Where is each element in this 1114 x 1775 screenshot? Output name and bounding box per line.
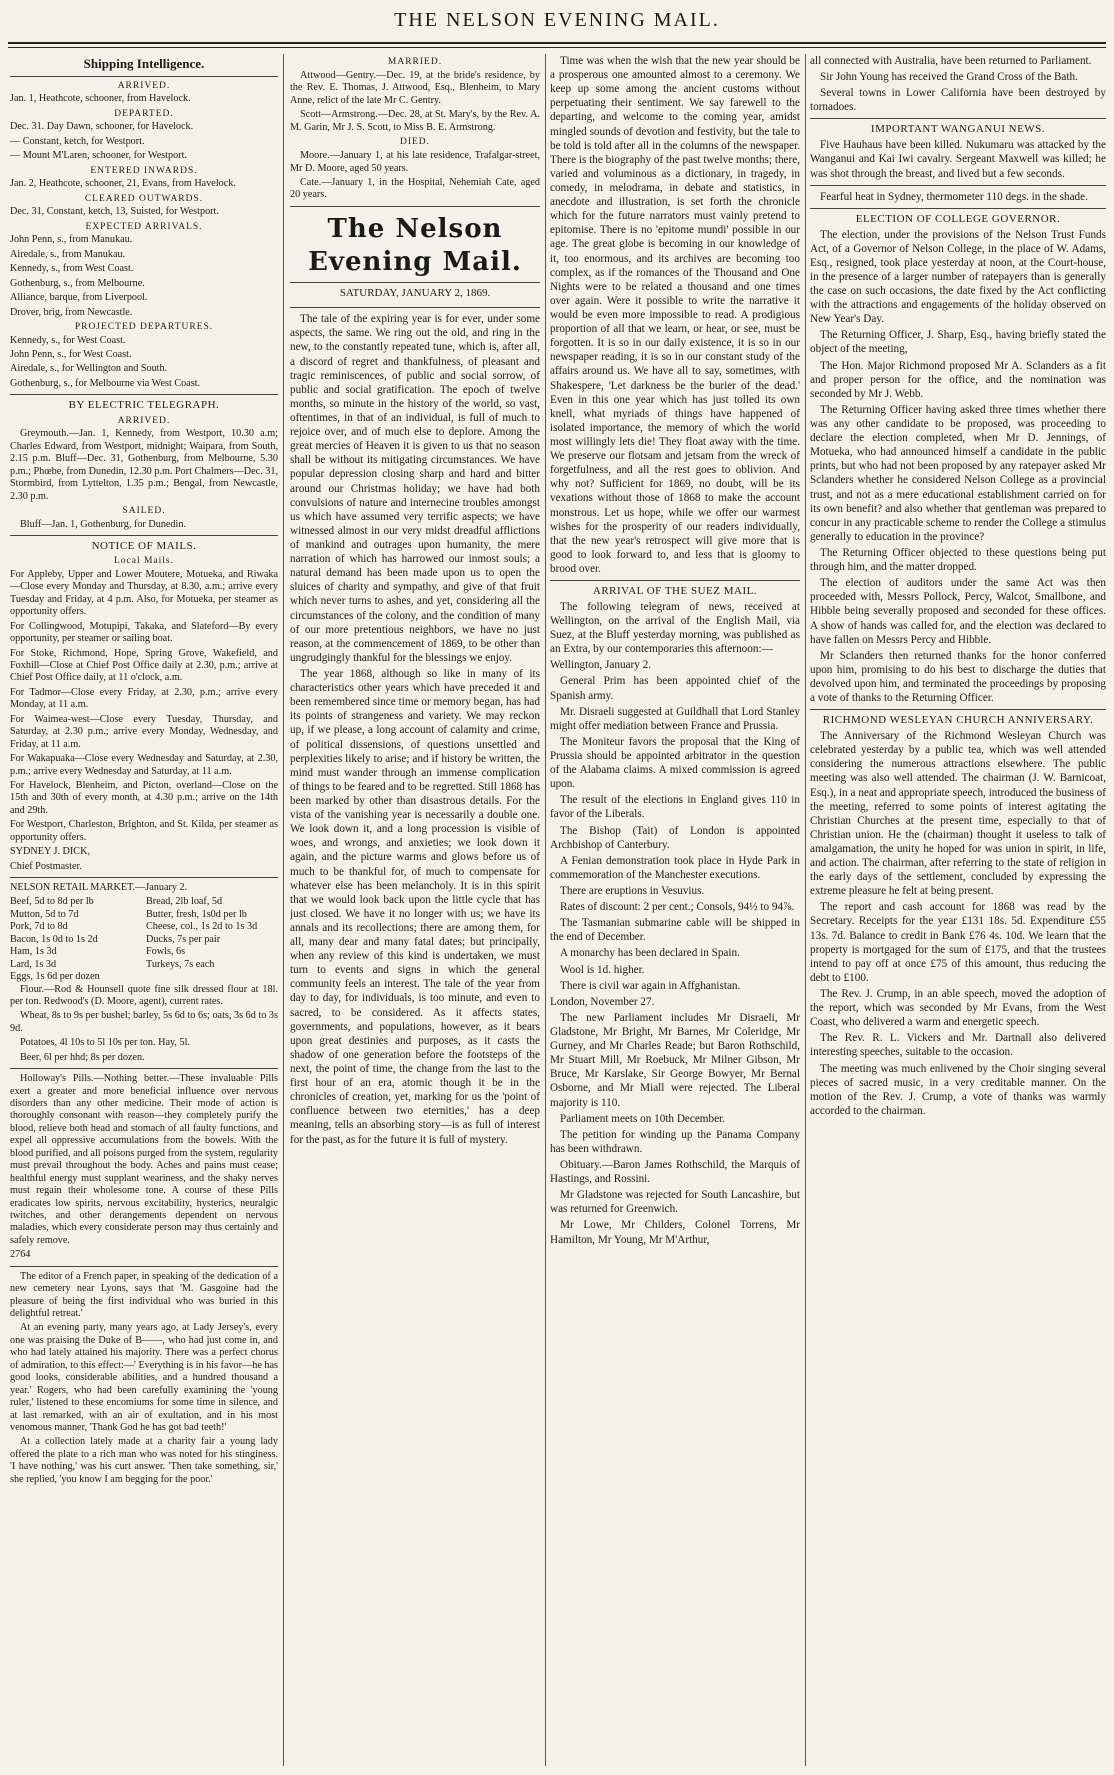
london-item: Parliament meets on 10th December. (560, 1112, 725, 1125)
mail-notice: For Tadmor—Close every Friday, at 2.30, p.m.; arrive every Monday, at 11 a.m. (10, 686, 278, 711)
shipping-heading: Shipping Intelligence. (83, 56, 205, 71)
london-item: Mr Gladstone was rejected for South Lancashire, but was returned for Greenwich. (550, 1189, 800, 1216)
wesleyan-paragraph: The Anniversary of the Richmond Wesleyan Church was celebrated yesterday by a public tea, which was well attended considering the numerous attractions elsewhere. The public meeting was also well attended. The chairman (J. W. Barnicoat, Esq.), in a neat and appropriate speech, introduced the business of the meeting, referred to some points of interest agitating the Christian Churches at the present time, especially to that of Christian union. He the (chairman) thought it useless to talk of amalgamation, the unity he hoped for was union in spirit, in life, and action. The chairman, after referring to the state of religion in the early days of the settlement, concluded by expressing the extreme pleasure he felt at being present. (810, 730, 1106, 898)
column-divider (545, 54, 546, 1766)
market-item: Ducks, 7s per pair (146, 933, 221, 945)
suez-intro: The following telegram of news, received at Wellington, on the arrival of the English Mail, via Suez, at the Bluff yesterday morning, was published as an Extra, by our contemporaries this afternoon:— (550, 600, 800, 656)
issue-dateline: SATURDAY, JANUARY 2, 1869. (339, 287, 491, 300)
college-paragraph: The election of auditors under the same Act was then proceeded with, Messrs Pollock, Percy, Walcot, Smallbone, and Hibble being severally proposed and seconded for these offices. A show of hands was called for, and the election was declared to have fallen on Messrs Percy and Hibble. (810, 577, 1106, 646)
masthead (0, 0, 1114, 44)
london-item: The new Parliament includes Mr Disraeli, Mr Gladstone, Mr Bright, Mr Barnes, Mr Coleridge, Mr Gurney, and Mr Charles Reade; but Baron Rothschild, Mr Stuart Mill, Mr Roebuck, Mr Milner Gibson, Mr Bruce, Mr Karslake, Sir George Bowyer, Mr Bernal Osborne, and Mr Miall were rejected. The Liberal majority is 110. (550, 1011, 800, 1109)
entered-entry: Jan. 2, Heathcote, schooner, 21, Evans, from Havelock. (10, 178, 236, 190)
divider (290, 282, 540, 283)
french-paragraph: The editor of a French paper, in speaking of the dedication of a new cemetery near Lyons, says that 'M. Gasgoine had the pleasure of being the first individual who was buried in this delightful retreat.' (10, 1270, 278, 1319)
market-item: Pork, 7d to 8d (10, 921, 68, 933)
expected-entry: Airedale, s., from Manukau. (10, 248, 126, 260)
mail-notice: For Westport, Charleston, Brighton, and St. Kilda, per steamer as opportunity offers. (10, 819, 278, 843)
charity-paragraph: At a collection lately made at a charity fair a young lady offered the plate to a rich man who was noted for his stinginess. 'I have nothing,' was his curt answer. 'Then take something, sir,' she replied, 'you know I am begging for the poor.' (10, 1436, 278, 1485)
suez-item: The Bishop (Tait) of London is appointed Archbishop of Canterbury. (550, 824, 800, 851)
expected-label: EXPECTED ARRIVALS. (85, 221, 203, 232)
projected-entry: John Penn, s., for West Coast. (10, 349, 132, 361)
divider (10, 877, 278, 878)
divider (810, 118, 1106, 119)
wesleyan-paragraph: The meeting was much enlivened by the Choir singing several pieces of sacred music, in a very creditable manner. On the motion of the Rev. J. Crump, a vote of thanks was warmly accorded to the chairman. (810, 1062, 1106, 1117)
masthead-rule (8, 42, 1106, 44)
market-item: Bread, 2lb loaf, 5d (146, 896, 223, 908)
tel-arrived-text: Greymouth.—Jan. 1, Kennedy, from Westport, 10.30 a.m; Charles Edward, from Westport, midnight; Waipara, from South, 2.15 p.m. Bluff—Dec. 31, Gothenburg, from Melbourne, 5.30 p.m.; Phœbe, from Dunedin, 12.30 p.m. Port Chalmers—Dec. 31, Stormbird, from Lyttelton, 1.35 p.m.; Bengal, from Newcastle, 2.30 p.m. (10, 428, 278, 502)
market-item: Mutton, 5d to 7d (10, 908, 79, 920)
departed-entry: — Constant, ketch, for Westport. (10, 135, 145, 147)
projected-label: PROJECTED DEPARTURES. (74, 322, 214, 332)
column-1 (10, 54, 278, 1766)
suez-item: The Moniteur favors the proposal that the King of Prussia should be appointed arbitrator in the question of the Alabama claims. A mixed commission is agreed upon. (550, 735, 800, 791)
holloway-advert: Holloway's Pills.—Nothing better.—These invaluable Pills exert a greater and more beneficial influence over nervous disorders than any other medicine. Their mode of action is thoroughly consonant with reason—they completely purify the blood, relieve both head and stomach of all faulty functions, and expel all oppressive accumulations from the bowels. With the blood purified, and all poisons purged from the system, regularity must prevail throughout the body. Aches and pains must cease; healthful energy must supplant weariness, and the shaky nerves must regain their wholesome tone. A course of these Pills eradicates low spirits, nervous excitability, hysterics, neuralgic twitches, and other derangements dependent on nervous maladies, which every considerate person may thus certainly and safely remove. (10, 1073, 278, 1246)
projected-entry: Airedale, s., for Wellington and South. (10, 363, 168, 375)
college-paragraph: The Returning Officer, J. Sharp, Esq., having briefly stated the object of the meeting, (810, 329, 1106, 356)
london-item: Mr Lowe, Mr Childers, Colonel Torrens, Mr Hamilton, Mr Young, Mr M'Arthur, (550, 1219, 800, 1246)
suez-item: Wool is 1d. higher. (560, 963, 645, 976)
cleared-entry: Dec. 31, Constant, ketch, 13, Suisted, for Westport. (10, 206, 219, 218)
news-item: Several towns in Lower California have been destroyed by tornadoes. (810, 87, 1106, 114)
mail-notice: For Waimea-west—Close every Tuesday, Thursday, and Saturday, at 2.30 p.m.; arrive every Monday, Wednesday, and Friday, at 11 a.m. (10, 713, 278, 750)
market-item: Lard, 1s 3d (10, 958, 57, 970)
expected-entry: Gothenburg, s., from Melbourne. (10, 277, 145, 289)
tel-sailed-label: SAILED. (122, 505, 166, 516)
wanganui-heading: IMPORTANT WANGANUI NEWS. (870, 123, 1046, 136)
postmaster-title: Chief Postmaster. (10, 860, 82, 872)
expected-entry: John Penn, s., from Manukau. (10, 234, 133, 246)
column-divider (283, 54, 284, 1766)
died-notice: Cate.—January 1, in the Hospital, Nehemiah Cate, aged 20 years. (290, 177, 540, 201)
mail-notice: For Stoke, Richmond, Hope, Spring Grove, Wakefield, and Foxhill—Close at Chief Post Office daily at 2.30, p.m.; arrive at Chief Post Office daily, at 11 o'clock, a.m. (10, 647, 278, 684)
college-paragraph: The election, under the provisions of the Nelson Trust Funds Act, of a Governor of Nelson College, in the place of W. Adams, Esq., resigned, took place yesterday at noon, at the Court-house, in the presence of a larger number of ratepayers than is generally the case on such occasions, the date fixed by the Act conflicting with the attractions and engagements of the holiday observed on New Year's Day. (810, 228, 1106, 326)
advert-number: 2764 (10, 1249, 31, 1261)
divider (810, 208, 1106, 209)
college-paragraph: The Returning Officer objected to these questions being put through him, and the matter dropped. (810, 547, 1106, 574)
married-notice: Attwood—Gentry.—Dec. 19, at the bride's residence, by the Rev. E. Thomas, J. Attwood, Esq., Blenheim, to Mary Anne, relict of the late Mr C. Gentry. (290, 69, 540, 106)
projected-entry: Kennedy, s., for West Coast. (10, 334, 126, 346)
college-paragraph: The Returning Officer having asked three times whether there was any other candidate to be proposed, was proceeding to declare the election completed, when Mr D. Jennings, of Motueka, who had announced himself a candidate in the public prints, but who had not been proposed by any ratepayer asked Mr Sclanders whether he considered Nelson College as a provincial trust, and not as a mere educational establishment carried on for its own benefit? and also whether that gentleman was prepared to concur in any practicable scheme to render the College a stimulus generally to education in the province? (810, 403, 1106, 543)
divider (10, 1068, 278, 1069)
departed-entry: Dec. 31. Day Dawn, schooner, for Havelock. (10, 121, 194, 133)
divider (10, 394, 278, 395)
market-left-column (10, 896, 142, 983)
mail-notice: For Wakapuaka—Close every Wednesday and Saturday, at 2.30, p.m.; arrive every Wednesday and Saturday, at 11 a.m. (10, 753, 278, 777)
column-3 (550, 54, 800, 1766)
divider (810, 185, 1106, 186)
newspaper-title: THE NELSON EVENING MAIL. (394, 9, 720, 31)
expected-entry: Kennedy, s., from West Coast. (10, 263, 134, 275)
expected-entry: Drover, brig, from Newcastle. (10, 306, 133, 318)
london-dateline: London, November 27. (550, 995, 655, 1008)
market-right-column (146, 896, 278, 983)
divider (810, 709, 1106, 710)
divider (10, 535, 278, 536)
suez-item: Rates of discount: 2 per cent.; Consols, 94½ to 94⅞. (560, 901, 795, 914)
wesleyan-paragraph: The Rev. J. Crump, in an able speech, moved the adoption of the report, which was seconded by Mr Evans, from the West Coast, who delivered a warm and energetic speech. (810, 988, 1106, 1029)
market-note: Wheat, 8s to 9s per bushel; barley, 5s 6d to 6s; oats, 3s 6d to 3s 9d. (10, 1010, 278, 1034)
suez-item: Mr. Disraeli suggested at Guildhall that Lord Stanley might offer mediation between France and Prussia. (550, 705, 800, 732)
divider (290, 206, 540, 207)
market-item: Beef, 5d to 8d per lb (10, 896, 94, 908)
suez-dateline: Wellington, January 2. (550, 659, 652, 672)
market-note: Potatoes, 4l 10s to 5l 10s per ton. Hay, 5l. (20, 1037, 190, 1049)
mails-subheading: Local Mails. (113, 556, 174, 567)
died-notice: Moore.—January 1, at his late residence, Trafalgar-street, Mr D. Moore, aged 50 years. (290, 150, 540, 174)
market-note: Beer, 6l per hhd; 8s per dozen. (20, 1051, 145, 1063)
market-heading: NELSON RETAIL MARKET.—January 2. (10, 882, 188, 893)
suez-item: The result of the elections in England gives 110 in favor of the Liberals. (550, 794, 800, 821)
divider (290, 307, 540, 308)
projected-entry: Gothenburg, s., for Melbourne via West Coast. (10, 377, 201, 389)
suez-item: There are eruptions in Vesuvius. (560, 884, 705, 897)
suez-item: There is civil war again in Affghanistan. (560, 979, 741, 992)
wesleyan-paragraph: The Rev. R. L. Vickers and Mr. Dartnall also delivered interesting speeches, suitable to the occasion. (810, 1032, 1106, 1059)
died-heading: DIED. (399, 137, 431, 148)
postmaster-signature: SYDNEY J. DICK, (10, 846, 90, 858)
college-paragraph: The Hon. Major Richmond proposed Mr A. Sclanders as a fit and proper person for the office, and the nomination was seconded by Mr J. Webb. (810, 359, 1106, 400)
suez-item: A monarchy has been declared in Spain. (560, 947, 740, 960)
market-item: Turkeys, 7s each (146, 958, 215, 970)
party-paragraph: At an evening party, many years ago, at Lady Jersey's, every one was praising the Duke of B——, who had just come in, and who had lately attained his majority. There was a perfect chorus of admiration, to this effect:—' Everything is in his favor—he has good looks, considerable abilities, and a hundred thousand a year.' Rogers, who had been carefully examining the 'young ruler,' listened to these encomiums for some time in silence, and at last remarked, with an air of exultation, and in his most venomous manner, 'Thank God he has got bad teeth!' (10, 1322, 278, 1433)
mail-notice: For Appleby, Upper and Lower Moutere, Motueka, and Riwaka—Close every Monday and Thursday, at 8.30, a.m.; arrive every Tuesday and Friday, at 4 p.m. Also, for Motueka, per steamer as opportunity offers. (10, 568, 278, 618)
wesleyan-paragraph: The report and cash account for 1868 was read by the Secretary. Receipts for the year £131 18s. 5d. Expenditure £55 13s. 7d. Balance to credit in Bank £76 4s. 10d. We learn that the property is mortgaged for the sum of £175, and that the trustees intend to pay off at once £75 of this amount, thus reducing the debt to £100. (810, 901, 1106, 984)
market-item: Bacon, 1s 0d to 1s 2d (10, 933, 98, 945)
column-4 (810, 54, 1106, 1766)
london-item: The petition for winding up the Panama Company has been withdrawn. (550, 1128, 800, 1155)
cleared-label: CLEARED OUTWARDS. (84, 193, 204, 204)
suez-item: A Fenian demonstration took place in Hyde Park in commemoration of the Manchester executions. (550, 854, 800, 881)
column-divider (805, 54, 806, 1766)
suez-item: General Prim has been appointed chief of the Spanish army. (550, 675, 800, 702)
london-item: Obituary.—Baron James Rothschild, the Marquis of Hastings, and Rossini. (550, 1158, 800, 1186)
market-item: Butter, fresh, 1s0d per lb (146, 908, 247, 920)
college-paragraph: Mr Sclanders then returned thanks for the honor conferred upon him, promising to do his best to discharge the duties that devolved upon him, and terminated the proceedings by proposing a vote of thanks to the Returning Officer. (810, 649, 1106, 705)
suez-item: The Tasmanian submarine cable will be shipped in the end of December. (550, 917, 800, 944)
masthead-rule-thin (8, 47, 1106, 48)
leader-paragraph: The year 1868, although so like in many of its characteristics other years which have preceded it and been remembered since time or memory began, has had its points of strangeness and variety. We may reckon up, if we please, a long account of calamity and crime, of political dissensions, of questions unsettled and perplexities likely to arise; and if history be written, the mind must wander through an immense complication of things to be feared and to be regretted. Still 1868 has been marked by other than disastrous details. For the vista of the vanishing year is necessarily a double one. We look down it, and a long procession is visible of woes, and wrongs, and anxieties; we look down it again, and the picture warms and glows before us of much to be thankful for, of much to compensate for whatever else has been melancholy. It is in this spirit that we would look back upon the little cycle that has just closed. We have it no longer with us; we have its annals and its recollections; there are among them, for all, many dear and many fatal dates; but principally, when any review of this kind is undertaken, we must turn to events and signs in which the general community feels an interest. The tale of the year from day to day, for individuals, is too minute, and even to sacred, to be considered. As it affects states, governments, and populations, however, as it bears upon great destinies and purposes, as it casts the shadow of one generation before the footsteps of the next, the point of time, the change from the last to the first hour of an era, atomic though it be in the chronicles of creation, yet, marking for us the 'point of confluence between two eternities,' has a deep meaning, tells an absorbing story—is as full of interest for the past, as for the future it is full of mystery. (290, 667, 540, 1146)
arrived-entry: Jan. 1, Heathcote, schooner, from Havelock. (10, 93, 191, 105)
divider (10, 1266, 278, 1267)
divider (10, 76, 278, 77)
departed-entry: — Mount M'Laren, schooner, for Westport. (10, 150, 187, 162)
market-item: Cheese, col., 1s 2d to 1s 3d (146, 921, 258, 933)
heat-text: Fearful heat in Sydney, thermometer 110 degs. in the shade. (820, 190, 1088, 203)
market-note: Flour.—Rod & Hounsell quote fine silk dressed flour at 18l. per ton. Redwood's (D. Moore, agent), current rates. (10, 983, 278, 1007)
news-item: all connected with Australia, have been returned to Parliament. (810, 55, 1092, 67)
suez-heading: ARRIVAL OF THE SUEZ MAIL. (592, 585, 758, 598)
entered-label: ENTERED INWARDS. (90, 165, 198, 176)
market-item: Eggs, 1s 6d per dozen (10, 971, 100, 983)
married-notice: Scott—Armstrong.—Dec. 28, at St. Mary's, by the Rev. A. M. Garin, Mr J. S. Scott, to Miss B. E. Armstrong. (290, 109, 540, 133)
market-item: Fowls, 6s (146, 946, 186, 958)
mail-notice: For Collingwood, Motupipi, Takaka, and Slateford—By every opportunity, per steamer or sailing boat. (10, 620, 278, 645)
wesleyan-heading: RICHMOND WESLEYAN CHURCH ANNIVERSARY. (822, 714, 1094, 727)
divider (550, 580, 800, 581)
leader-continued: Time was when the wish that the new year should be a prosperous one amounted almost to a ceremony. We keep up some among the ancient customs without perpetuating their sentiment. We say farewell to the departing, and welcome to the coming year, amidst mingled sounds of devotion and festivity, but the tale to be told is told after all in the columns of the newspaper. There is the biography of the past twelve months; there, varied and voluminous as a dictionary, in tragedy, in comedy, in melodrama, in debate and statistics, in anecdote and illustration, is set forth the chronicle which for the future narrators must vainly pretend to epitomise. There is no 'epitome mundi' possible in our age. The great globe is becoming in our knowledge of it, too enormous, and its archives are becoming too complex, as if the romances of the Thousand and One Nights were to be related a thousand and one times over again. Were it possible to write the narrative it would be even more impossible to read. A prodigious proportion of all that we learn, or hear, or see, must be forgotten. It is so in our daily existence, it is so in our newspaper reading, it is so in our constant study of the affairs around us. We have all to say, sometimes, with Shakespere, 'Let darkness be the burier of the dead.' Even in this one year which has just tolled its own knell, what myriads of things have happened of isolated importance, the memory of which the world most willingly lets die! They float away with the time. We preserve our flotsam and jetsam from the wreck of forgetfulness, and all the rest goes to oblivion. And why not? Sufficient for 1869, no doubt, will be its vexations without those of 1868 to make the account monstrous. Let us hope, while we offer our warmest wishes for the prosperity of our readers individually, that the new year's retrospect will give more that is good to look forward to, and less that is gloomy to brood over. (550, 55, 800, 575)
tel-arrived-label: ARRIVED. (117, 415, 171, 426)
married-heading: MARRIED. (387, 57, 443, 67)
college-heading: ELECTION OF COLLEGE GOVERNOR. (855, 212, 1061, 225)
market-item: Ham, 1s 3d (10, 946, 57, 958)
mails-heading: NOTICE OF MAILS. (91, 539, 197, 552)
wanganui-text: Five Hauhaus have been killed. Nukumaru was attacked by the Wanganui and Kai Iwi cavalry. Sergeant Maxwell was killed; he was shot through the breast, and lived but a few seconds. (810, 139, 1106, 180)
mail-notice: For Havelock, Blenheim, and Picton, overland—Close on the 15th and 30th of every month, at 4.30 p.m.; arrive on the 14th and 29th. (10, 779, 278, 816)
column-2 (290, 54, 540, 1766)
departed-label: DEPARTED. (114, 108, 174, 119)
telegraph-heading: BY ELECTRIC TELEGRAPH. (68, 399, 220, 412)
news-item: Sir John Young has received the Grand Cross of the Bath. (820, 71, 1078, 84)
tel-sailed-text: Bluff—Jan. 1, Gothenburg, for Dunedin. (20, 518, 186, 530)
market-table (10, 896, 278, 983)
leader-paragraph: The tale of the expiring year is for ever, under some aspects, the same. We ring out the old, and ring in the new, to the constantly repeated tune, which is, after all, a discord of regret and thankfulness, of pleasant and tragic reminiscences, of public and social sorrow, of public and social gratification. The epoch of twelve months, so minute in the history of the world, so vast, oftentimes, in that of an individual, is full of much to rejoice over, and of much else to deplore. Among the great mercies of Heaven it is given to us that no season shall be without its mitigating circumstances. We have popular depression closing sharp and hard and bitter around our Christmas holiday; we have had both convulsions of nature and internecine troubles amongst us which have assumed very terrific aspects; we have witnessed almost in our very midst dreadful afflictions of mankind and outrages upon humanity, the mere narration of which has harrowed our inmost souls; a natural demand has been made upon us to open the sluices of charity and sympathy, and give of that fruit which never turns to ashes, and yet, considering all the circumstances of the colony, and the condition of many of our more pretentious neighbors, we have no just reason, at the commencement of 1869, to be other than ungrudgingly thankful for the blessings we enjoy. (290, 313, 540, 664)
expected-entry: Alliance, barque, from Liverpool. (10, 292, 148, 304)
arrived-label: ARRIVED. (117, 80, 171, 91)
nameplate: The Nelson Evening Mail. (308, 213, 522, 277)
